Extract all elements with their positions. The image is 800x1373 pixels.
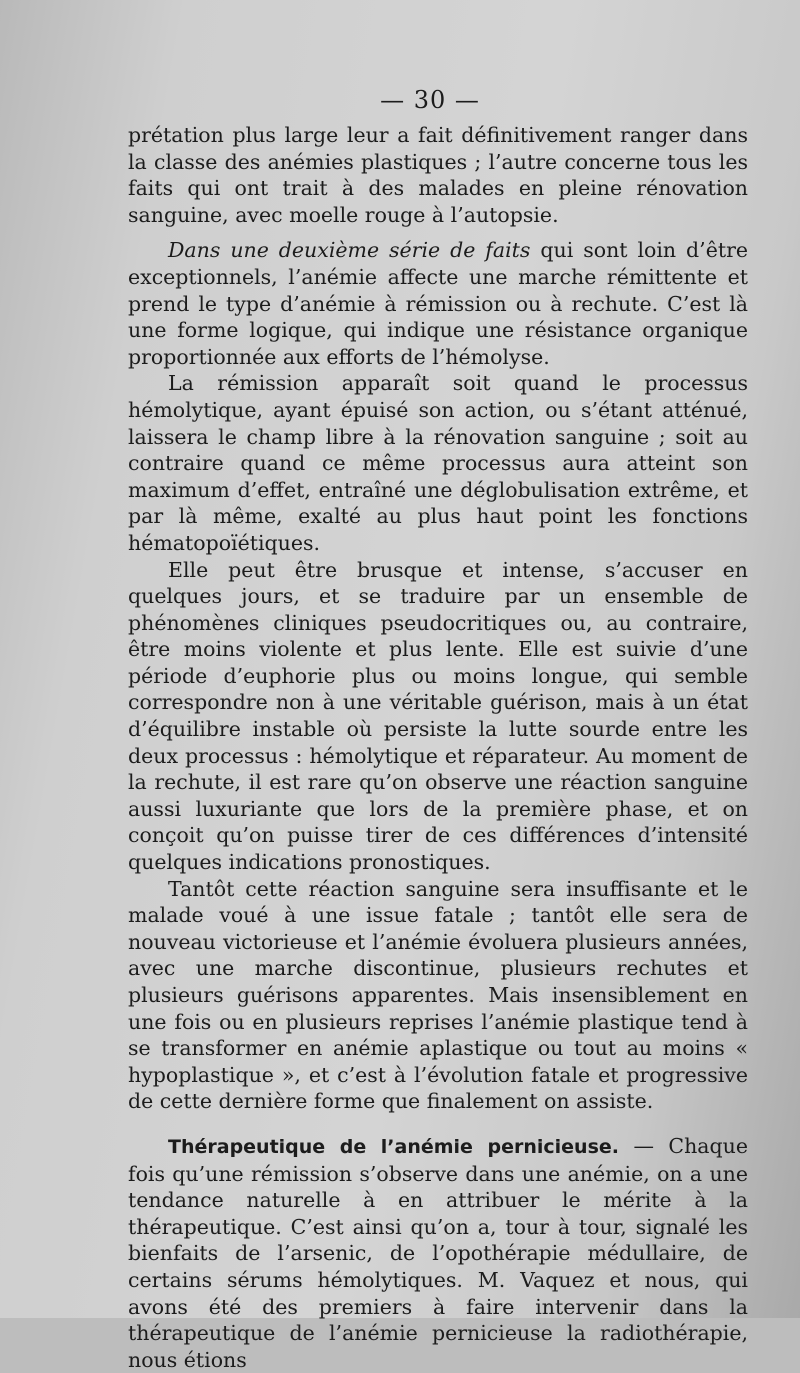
paragraph-1-text: prétation plus large leur a fait définitivement ranger dans la classe des anémies plastiques ; l’autre concerne tous les faits qui ont trait à des malades en pleine rénovation sanguine, avec moelle rouge à l’autopsie. (128, 123, 748, 227)
page-number: — 30 — (380, 86, 480, 114)
paragraph-2-italic-lead: Dans une deuxième série de faits (168, 238, 531, 263)
section-heading: Thérapeutique de l’anémie pernicieuse. (168, 1135, 619, 1158)
paragraph-6 (128, 1133, 748, 1373)
paragraph-6-text: — Chaque fois qu’une rémission s’observe dans une anémie, on a une tendance naturelle à en attribuer le mérite à la thérapeutique. C’est ainsi qu’on a, tour à tour, signalé les bienfaits de l’arsenic, de l’opothérapie médullaire, de certains sérums hémolytiques. M. Vaquez et nous, qui avons été des premiers à faire intervenir dans la thérapeutique de l’anémie pernicieuse la radiothérapie, nous étions (128, 1133, 748, 1372)
paragraph-3-text: La rémission apparaît soit quand le processus hémolytique, ayant épuisé son action, ou s’étant atténué, laissera le champ libre à la rénovation sanguine ; soit au contraire quand ce même processus aura atteint son maximum d’effet, entraîné une déglobulisation extrême, et par là même, exalté au plus haut point les fonctions hématopoïétiques. (128, 371, 748, 555)
paragraph-1 (128, 122, 748, 228)
paragraph-3 (128, 370, 748, 556)
paragraph-4-text: Elle peut être brusque et intense, s’accuser en quelques jours, et se traduire par un ensemble de phénomènes cliniques pseudocritiques ou, au contraire, être moins violente et plus lente. Elle est suivie d’une période d’euphorie plus ou moins longue, qui semble correspondre non à une véritable guérison, mais à un état d’équilibre instable où persiste la lutte sourde entre les deux processus : hémolytique et réparateur. Au moment de la rechute, il est rare qu’on observe une réaction sanguine aussi luxuriante que lors de la première phase, et on conçoit qu’on puisse tirer de ces différences d’intensité quelques indications pronostiques. (128, 557, 748, 875)
body-text (128, 122, 748, 1373)
paragraph-5-text: Tantôt cette réaction sanguine sera insuffisante et le malade voué à une issue fatale ; tantôt elle sera de nouveau victorieuse et l’anémie évoluera plusieurs années, avec une marche discontinue, plusieurs rechutes et plusieurs guérisons apparentes. Mais insensiblement en une fois ou en plusieurs reprises l’anémie plastique tend à se transformer en anémie aplastique ou tout au moins « hypoplastique », et c’est à l’évolution fatale et progressive de cette dernière forme que finalement on assiste. (128, 876, 748, 1114)
paragraph-2-text: qui sont loin d’être exceptionnels, l’anémie affecte une marche rémittente et prend le type d’anémie à rémission ou à rechute. C’est là une forme logique, qui indique une résistance organique proportionnée aux efforts de l’hémolyse. (128, 238, 748, 369)
paragraph-4 (128, 557, 748, 876)
paragraph-2 (128, 237, 748, 370)
paragraph-5 (128, 876, 748, 1115)
